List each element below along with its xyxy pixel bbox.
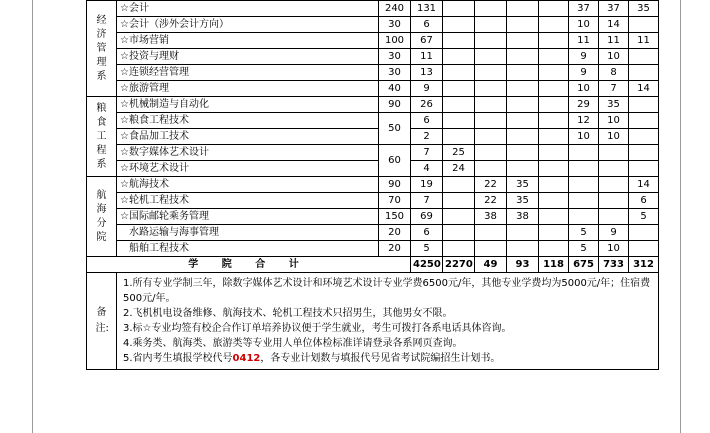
value-cell: 10 — [599, 129, 629, 145]
value-cell — [475, 33, 507, 49]
value-cell — [507, 49, 539, 65]
plan-cell: 150 — [379, 209, 411, 225]
value-cell — [539, 49, 569, 65]
value-cell: 25 — [443, 145, 475, 161]
value-cell — [539, 65, 569, 81]
total-value: 118 — [539, 257, 569, 273]
major-name: ☆食品加工技术 — [117, 129, 379, 145]
table-row — [87, 129, 659, 145]
value-cell: 5 — [411, 241, 443, 257]
plan-cell: 20 — [379, 225, 411, 241]
value-cell — [507, 241, 539, 257]
department-name — [87, 177, 117, 257]
value-cell: 69 — [411, 209, 443, 225]
major-name: ☆连锁经营管理 — [117, 65, 379, 81]
value-cell — [539, 209, 569, 225]
plan-cell: 30 — [379, 49, 411, 65]
value-cell: 10 — [569, 129, 599, 145]
value-cell — [443, 193, 475, 209]
value-cell — [539, 81, 569, 97]
value-cell: 131 — [411, 1, 443, 17]
value-cell — [475, 225, 507, 241]
value-cell — [443, 177, 475, 193]
total-label: 学 院 合 计 — [87, 257, 411, 273]
value-cell: 7 — [411, 145, 443, 161]
value-cell: 7 — [411, 193, 443, 209]
value-cell: 35 — [507, 177, 539, 193]
notes-row — [87, 273, 659, 370]
value-cell — [539, 241, 569, 257]
value-cell: 11 — [569, 33, 599, 49]
total-value: 2270 — [443, 257, 475, 273]
value-cell — [507, 113, 539, 129]
value-cell: 13 — [411, 65, 443, 81]
value-cell — [443, 113, 475, 129]
plan-cell: 90 — [379, 177, 411, 193]
value-cell: 22 — [475, 177, 507, 193]
value-cell: 2 — [411, 129, 443, 145]
value-cell — [475, 49, 507, 65]
value-cell — [475, 65, 507, 81]
value-cell — [443, 81, 475, 97]
note-item — [123, 351, 652, 366]
note-item: 3.标☆专业均签有校企合作订单培养协议便于学生就业，考生可拨打各系电话具体咨询。 — [123, 323, 512, 334]
value-cell — [599, 177, 629, 193]
table-row — [87, 49, 659, 65]
value-cell: 5 — [569, 241, 599, 257]
value-cell: 38 — [507, 209, 539, 225]
table-row — [87, 113, 659, 129]
major-name: ☆航海技术 — [117, 177, 379, 193]
value-cell: 22 — [475, 193, 507, 209]
value-cell — [569, 209, 599, 225]
value-cell — [443, 225, 475, 241]
value-cell — [475, 145, 507, 161]
value-cell — [507, 225, 539, 241]
plan-cell: 30 — [379, 65, 411, 81]
value-cell — [569, 177, 599, 193]
department-name — [87, 1, 117, 97]
value-cell: 35 — [507, 193, 539, 209]
table-row — [87, 81, 659, 97]
value-cell — [475, 17, 507, 33]
major-name: ☆粮食工程技术 — [117, 113, 379, 129]
major-name: ☆轮机工程技术 — [117, 193, 379, 209]
value-cell: 29 — [569, 97, 599, 113]
major-name: ☆国际邮轮乘务管理 — [117, 209, 379, 225]
value-cell: 35 — [599, 97, 629, 113]
major-name: 水路运输与海事管理 — [117, 225, 379, 241]
enrollment-plan-table — [86, 0, 659, 370]
major-name: 船舶工程技术 — [117, 241, 379, 257]
value-cell — [507, 161, 539, 177]
enrollment-plan-sheet — [86, 0, 658, 384]
page-border-right — [680, 0, 681, 433]
value-cell: 24 — [443, 161, 475, 177]
value-cell: 37 — [569, 1, 599, 17]
notes-label-text: 备注: — [95, 307, 109, 334]
value-cell — [539, 113, 569, 129]
note-item: 1.所有专业学制三年，除数字媒体艺术设计和环境艺术设计专业学费6500元/年，其他专业学费均为5000元/年；住宿费500元/年。 — [123, 278, 651, 304]
table-row — [87, 145, 659, 161]
value-cell: 11 — [411, 49, 443, 65]
value-cell: 5 — [629, 209, 659, 225]
value-cell — [443, 65, 475, 81]
major-name: ☆投资与理财 — [117, 49, 379, 65]
value-cell — [539, 97, 569, 113]
value-cell — [629, 97, 659, 113]
value-cell — [539, 129, 569, 145]
notes-label — [87, 273, 117, 370]
value-cell — [599, 209, 629, 225]
value-cell — [629, 241, 659, 257]
value-cell — [443, 1, 475, 17]
major-name: ☆市场营销 — [117, 33, 379, 49]
note-item: 2.飞机机电设备维修、航海技术、轮机工程技术只招男生，其他男女不限。 — [123, 308, 453, 319]
value-cell: 5 — [569, 225, 599, 241]
table-row — [87, 65, 659, 81]
value-cell — [629, 65, 659, 81]
plan-cell: 240 — [379, 1, 411, 17]
value-cell — [539, 1, 569, 17]
value-cell: 4 — [411, 161, 443, 177]
value-cell: 67 — [411, 33, 443, 49]
value-cell — [507, 65, 539, 81]
value-cell — [539, 17, 569, 33]
value-cell: 14 — [629, 177, 659, 193]
note-item: 4.乘务类、航海类、旅游类等专业用人单位体检标准详请登录各系网页查询。 — [123, 338, 463, 349]
table-row — [87, 177, 659, 193]
notes-cell — [117, 273, 659, 370]
value-cell — [629, 161, 659, 177]
value-cell: 6 — [629, 193, 659, 209]
value-cell — [629, 145, 659, 161]
value-cell: 35 — [629, 1, 659, 17]
major-name: ☆环境艺术设计 — [117, 161, 379, 177]
value-cell — [507, 17, 539, 33]
value-cell — [443, 97, 475, 113]
value-cell — [629, 113, 659, 129]
value-cell — [539, 225, 569, 241]
value-cell: 9 — [411, 81, 443, 97]
major-name: ☆会计（涉外会计方向） — [117, 17, 379, 33]
value-cell — [599, 193, 629, 209]
total-value: 4250 — [411, 257, 443, 273]
plan-cell-merged: 60 — [379, 145, 411, 177]
value-cell: 38 — [475, 209, 507, 225]
value-cell — [539, 177, 569, 193]
value-cell: 9 — [599, 225, 629, 241]
value-cell — [539, 193, 569, 209]
value-cell — [475, 97, 507, 113]
value-cell — [599, 145, 629, 161]
value-cell: 6 — [411, 225, 443, 241]
table-body — [87, 1, 659, 370]
value-cell — [507, 1, 539, 17]
value-cell — [443, 241, 475, 257]
value-cell — [507, 33, 539, 49]
value-cell — [539, 161, 569, 177]
department-name-text: 航海分院 — [96, 189, 107, 243]
value-cell — [443, 17, 475, 33]
value-cell: 10 — [569, 81, 599, 97]
value-cell: 6 — [411, 17, 443, 33]
value-cell: 10 — [599, 241, 629, 257]
value-cell — [629, 129, 659, 145]
value-cell: 10 — [599, 113, 629, 129]
value-cell — [475, 241, 507, 257]
value-cell — [629, 49, 659, 65]
school-code: 0412 — [232, 353, 261, 364]
department-name-text: 粮食工程系 — [96, 102, 107, 170]
total-value: 93 — [507, 257, 539, 273]
value-cell — [629, 17, 659, 33]
total-row — [87, 257, 659, 273]
table-row — [87, 193, 659, 209]
department-name — [87, 97, 117, 177]
value-cell — [507, 81, 539, 97]
table-row — [87, 209, 659, 225]
note-text: 5.省内考生填报学校代号 — [123, 353, 233, 364]
value-cell: 14 — [629, 81, 659, 97]
value-cell — [569, 145, 599, 161]
value-cell: 10 — [569, 17, 599, 33]
plan-cell: 100 — [379, 33, 411, 49]
department-name-text: 经济管理系 — [96, 14, 107, 82]
value-cell — [507, 129, 539, 145]
value-cell — [475, 129, 507, 145]
value-cell: 11 — [629, 33, 659, 49]
value-cell — [443, 209, 475, 225]
table-row — [87, 225, 659, 241]
plan-cell-merged: 50 — [379, 113, 411, 145]
value-cell — [507, 145, 539, 161]
page-border-left — [32, 0, 33, 433]
major-name: ☆会计 — [117, 1, 379, 17]
table-row — [87, 33, 659, 49]
value-cell: 10 — [599, 49, 629, 65]
plan-cell: 90 — [379, 97, 411, 113]
value-cell — [443, 33, 475, 49]
value-cell — [443, 49, 475, 65]
value-cell — [539, 33, 569, 49]
table-row — [87, 161, 659, 177]
total-value: 675 — [569, 257, 599, 273]
value-cell: 12 — [569, 113, 599, 129]
value-cell — [569, 161, 599, 177]
value-cell — [443, 129, 475, 145]
major-name: ☆旅游管理 — [117, 81, 379, 97]
value-cell — [475, 113, 507, 129]
value-cell — [507, 97, 539, 113]
value-cell: 8 — [599, 65, 629, 81]
value-cell: 6 — [411, 113, 443, 129]
value-cell — [629, 225, 659, 241]
major-name: ☆机械制造与自动化 — [117, 97, 379, 113]
value-cell: 14 — [599, 17, 629, 33]
plan-cell: 30 — [379, 17, 411, 33]
note-text: ，各专业计划数与填报代号见省考试院编招生计划书。 — [260, 353, 501, 364]
major-name: ☆数字媒体艺术设计 — [117, 145, 379, 161]
plan-cell: 40 — [379, 81, 411, 97]
value-cell — [569, 193, 599, 209]
plan-cell: 20 — [379, 241, 411, 257]
total-value: 733 — [599, 257, 629, 273]
value-cell — [475, 161, 507, 177]
value-cell — [475, 81, 507, 97]
table-row — [87, 241, 659, 257]
value-cell — [599, 161, 629, 177]
value-cell: 37 — [599, 1, 629, 17]
value-cell — [539, 145, 569, 161]
value-cell: 11 — [599, 33, 629, 49]
value-cell: 9 — [569, 49, 599, 65]
value-cell: 7 — [599, 81, 629, 97]
table-row — [87, 17, 659, 33]
total-value: 312 — [629, 257, 659, 273]
value-cell: 19 — [411, 177, 443, 193]
value-cell: 9 — [569, 65, 599, 81]
plan-cell: 70 — [379, 193, 411, 209]
table-row — [87, 1, 659, 17]
table-row — [87, 97, 659, 113]
total-value: 49 — [475, 257, 507, 273]
value-cell — [475, 1, 507, 17]
value-cell: 26 — [411, 97, 443, 113]
